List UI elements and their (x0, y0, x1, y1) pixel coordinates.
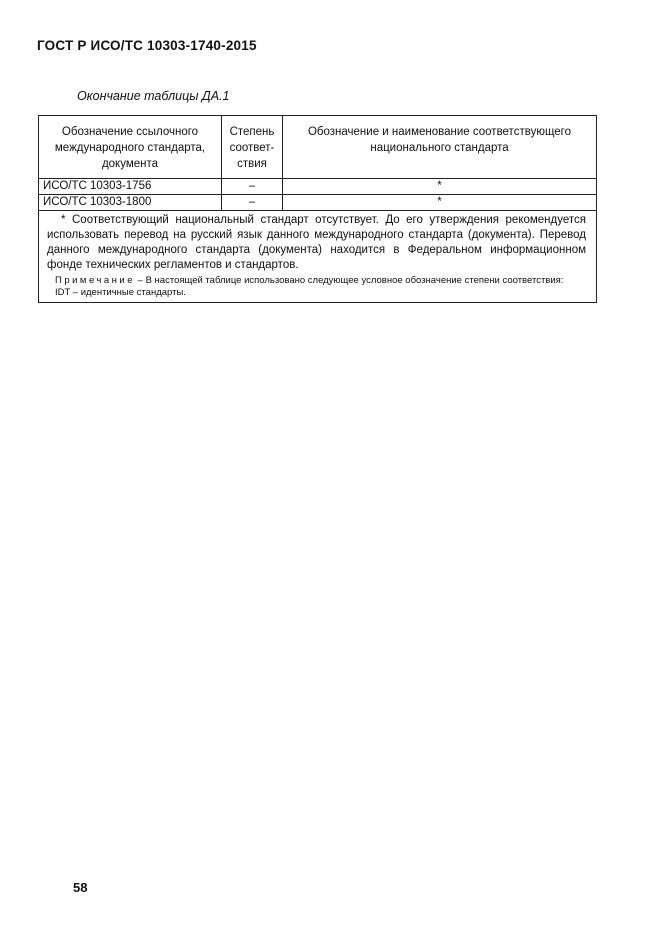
table-row (39, 179, 597, 195)
header-degree: Степень соответ-ствия (222, 116, 283, 179)
document-header: ГОСТ Р ИСО/ТС 10303-1740-2015 (37, 38, 257, 53)
header-designation: Обозначение ссылочного международного стандарта, документа (39, 116, 222, 179)
footnote-row (39, 211, 597, 303)
note-text: – В настоящей таблице использовано следующее условное обозначение степени соответствия: (137, 275, 564, 286)
table-header-row (39, 116, 597, 179)
header-national-standard: Обозначение и наименование соответствующего национального стандарта (283, 116, 597, 179)
note-label: Примечание (55, 275, 135, 286)
footnote-text: * Соответствующий национальный стандарт отсутствует. До его утверждения рекомендуется использовать перевод на русский язык данного международного стандарта (документа). Перевод данного международного стандарта (документа) находится в Федеральном информационном фонде технических регламентов и стандартов. (47, 214, 586, 271)
note-paragraph (47, 275, 586, 287)
correspondence-table (38, 115, 597, 303)
cell-designation: ИСО/ТС 10303-1756 (39, 179, 222, 195)
cell-national: * (283, 179, 597, 195)
note-idt: IDT – идентичные стандарты. (55, 287, 186, 298)
table-row (39, 195, 597, 211)
cell-national: * (283, 195, 597, 211)
cell-degree: – (222, 195, 283, 211)
cell-degree: – (222, 179, 283, 195)
cell-designation: ИСО/ТС 10303-1800 (39, 195, 222, 211)
page-number: 58 (73, 880, 88, 895)
footnote-cell (39, 211, 597, 303)
table-caption: Окончание таблицы ДА.1 (77, 89, 230, 103)
